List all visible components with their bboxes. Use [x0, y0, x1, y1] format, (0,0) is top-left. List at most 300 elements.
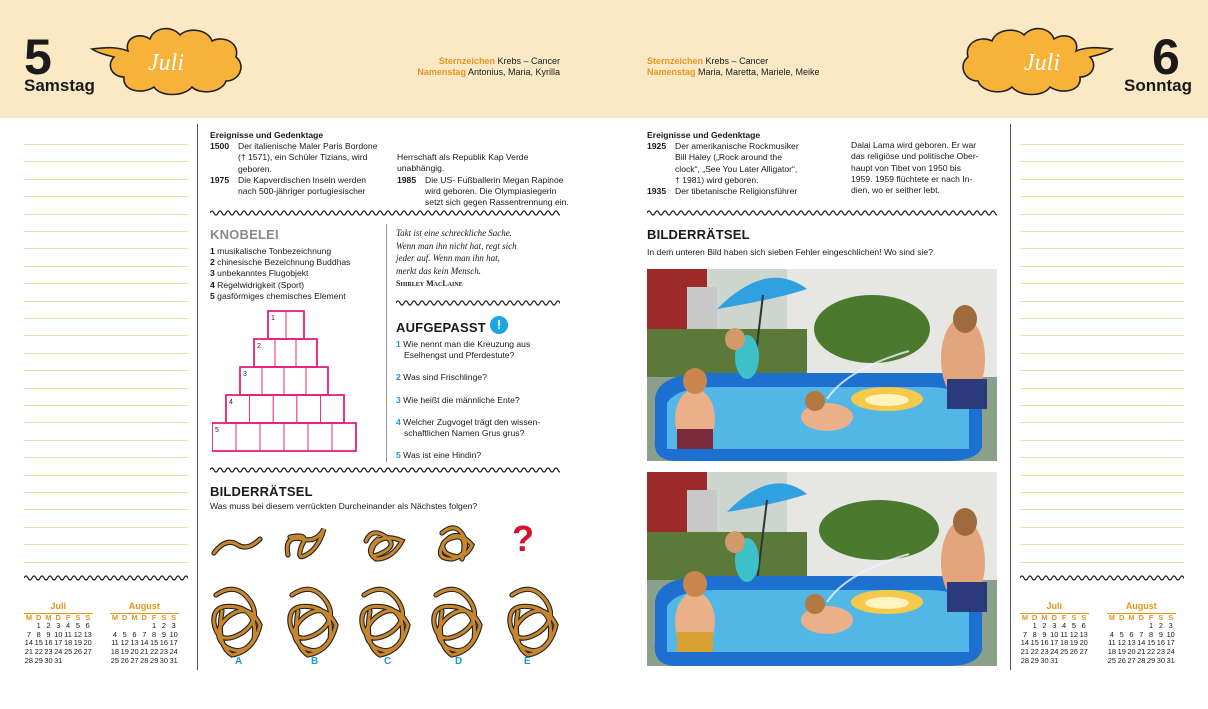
note-line	[1020, 231, 1184, 232]
event-line: unabhängig.	[397, 163, 445, 174]
quote-line: merkt das kein Mensch.	[396, 265, 481, 276]
note-line	[24, 248, 188, 249]
event-line: 1959. 1959 flüchtete er nach In-	[851, 173, 973, 184]
calendar-day: 20	[1127, 646, 1136, 656]
events-col-2	[851, 140, 1001, 197]
calendar-day: 28	[1020, 655, 1030, 665]
calendar-day: 8	[152, 629, 157, 639]
calendar-weekday: S	[1156, 613, 1166, 622]
aufgepasst-list	[396, 339, 566, 472]
event-line: clock“, „See You Later Alligator“,	[675, 163, 798, 174]
note-line	[1020, 388, 1184, 389]
calendar-day: 22	[149, 646, 159, 656]
calendar-day	[1069, 657, 1079, 666]
calendar-day: 7	[1139, 629, 1144, 639]
bilderraetsel-title-right: BILDERRÄTSEL	[647, 227, 750, 242]
pyramid-cell[interactable]	[296, 339, 317, 367]
event-text	[238, 175, 366, 197]
calendar-day: 21	[1020, 646, 1030, 656]
calendar-weekday: F	[1059, 613, 1069, 622]
note-line	[24, 266, 188, 267]
note-line	[1020, 457, 1184, 458]
calendar-day	[83, 657, 93, 666]
pyramid-row-label: 4	[229, 399, 233, 406]
event-line: Bill Haley („Rock around the	[675, 152, 782, 163]
exclamation-icon: !	[490, 316, 508, 334]
namenstag-value: Maria, Maretta, Mariele, Meike	[698, 67, 820, 77]
calendar-day: 18	[63, 638, 73, 648]
calendar-day: 5	[1071, 621, 1076, 631]
pyramid-cell[interactable]	[286, 311, 304, 339]
bilderraetsel-question-right: In dem unteren Bild haben sich sieben Fehler eingeschlichen! Wo sind sie?	[647, 247, 933, 257]
note-line	[1020, 527, 1184, 528]
calendar-day: 31	[1050, 655, 1059, 665]
calendar-week-row	[1107, 657, 1176, 666]
right-header-info	[647, 56, 907, 78]
calendar-weekday: S	[1079, 613, 1089, 622]
calendar-day: 17	[169, 638, 178, 648]
sternzeichen-value: Krebs – Cancer	[497, 56, 560, 66]
calendar-day: 23	[1156, 646, 1165, 656]
calendar-day: 24	[169, 646, 178, 656]
note-line	[1020, 248, 1184, 249]
note-line	[24, 283, 188, 284]
calendar-day: 3	[171, 621, 176, 631]
calendar-day: 9	[161, 629, 166, 639]
note-line	[24, 179, 188, 180]
note-line	[24, 161, 188, 162]
pyramid-cell[interactable]	[320, 395, 344, 423]
left-header-info	[300, 56, 560, 78]
answer-label[interactable]: D	[455, 656, 463, 667]
photo-original[interactable]	[647, 269, 997, 461]
calendar-day: 25	[1059, 646, 1069, 656]
calendar-weekday: F	[149, 613, 159, 622]
aufgepasst-item	[396, 450, 566, 461]
calendar-day: 5	[122, 629, 127, 639]
calendar-day: 23	[159, 646, 168, 656]
left-events	[210, 130, 570, 208]
knobelei-title: KNOBELEI	[210, 227, 279, 242]
calendar-day: 25	[63, 646, 73, 656]
calendar-day: 30	[44, 655, 53, 665]
event-line: haupt von Tibet von 1950 bis	[851, 162, 961, 173]
calendar-day: 11	[1108, 638, 1116, 648]
right-day-name: Sonntag	[1124, 76, 1192, 95]
calendar-grid	[1107, 613, 1176, 666]
knobelei-text: unbekanntes Flugobjekt	[217, 268, 309, 279]
event-line: Der tibetanische Religionsführer	[675, 186, 798, 197]
note-line	[1020, 318, 1184, 319]
calendar-day: 8	[1032, 629, 1037, 639]
pyramid-cell[interactable]	[306, 367, 328, 395]
calendar-weekday: D	[1049, 613, 1059, 622]
calendar-day: 10	[1166, 629, 1175, 639]
answer-label[interactable]: C	[384, 656, 392, 667]
calendar-day: 13	[83, 629, 92, 639]
event-row	[851, 140, 1001, 196]
calendar-day: 18	[110, 646, 120, 656]
event-row	[397, 175, 570, 209]
note-line	[1020, 370, 1184, 371]
calendar-day	[1059, 657, 1069, 666]
calendar-weekday: S	[73, 613, 83, 622]
calendar-day: 31	[1166, 655, 1175, 665]
aufgepasst-text: Eselhengst und Pferdestute?	[404, 350, 515, 361]
note-line	[1020, 475, 1184, 476]
event-line: Der amerikanische Rockmusiker	[675, 141, 799, 152]
pyramid-cell[interactable]	[273, 395, 297, 423]
answer-label[interactable]: A	[235, 656, 243, 667]
namenstag-label: Namenstag	[647, 67, 696, 77]
pyramid-row-label: 1	[271, 315, 275, 322]
calendar-day: 12	[1069, 629, 1078, 639]
calendar-day: 22	[1146, 646, 1156, 656]
calendar-day: 24	[1166, 646, 1175, 656]
calendar-day: 16	[44, 638, 53, 648]
calendar-day: 2	[46, 621, 51, 631]
note-line	[1020, 405, 1184, 406]
photo-with-errors[interactable]	[647, 472, 997, 666]
note-line	[24, 301, 188, 302]
note-line	[1020, 283, 1184, 284]
calendar-day: 7	[142, 629, 147, 639]
calendar-weekday: M	[1128, 612, 1135, 622]
calendar-day: 6	[132, 629, 137, 639]
calendar-day: 8	[36, 629, 41, 639]
calendar-day: 13	[1127, 638, 1136, 648]
note-line	[1020, 492, 1184, 493]
left-divider	[197, 124, 198, 670]
calendar-day: 7	[1022, 629, 1027, 639]
calendar-day: 2	[1158, 621, 1163, 631]
knobelei-item	[210, 246, 380, 257]
calendar-weekday: D	[53, 613, 63, 622]
calendar-weekday: M	[1021, 612, 1028, 622]
event-text	[675, 141, 799, 186]
calendar-day: 15	[1146, 638, 1156, 648]
aufgepasst-text: Welcher Zugvogel trägt den wissen-	[403, 416, 541, 427]
calendar-day: 20	[130, 646, 139, 656]
calendar-day: 7	[26, 629, 31, 639]
calendar-weekday: S	[1166, 613, 1176, 622]
event-line: dien, wo er seither lebt.	[851, 185, 940, 196]
calendar-day: 9	[1042, 629, 1047, 639]
note-line	[24, 318, 188, 319]
calendar-weekday: M	[25, 612, 32, 622]
note-line	[1020, 353, 1184, 354]
quote-line: Takt ist eine schreckliche Sache.	[396, 228, 513, 238]
calendar-day: 19	[1069, 638, 1078, 648]
calendar-weekday: M	[1041, 612, 1048, 622]
wavy-divider	[1020, 574, 1184, 582]
note-line	[24, 335, 188, 336]
calendar-august-left	[110, 602, 179, 665]
quote-text	[396, 227, 566, 277]
calendar-day: 13	[1079, 629, 1088, 639]
calendar-day: 6	[85, 621, 90, 631]
calendar-day: 17	[1166, 638, 1175, 648]
calendar-day: 19	[120, 646, 129, 656]
namenstag-label: Namenstag	[417, 67, 466, 77]
event-text	[397, 152, 528, 174]
calendar-day: 28	[1137, 655, 1146, 665]
calendar-weekday: D	[139, 613, 149, 622]
pyramid-cell[interactable]	[275, 339, 296, 367]
calendar-weekday: S	[83, 613, 93, 622]
knot-figure	[214, 539, 260, 553]
namenstag-value: Antonius, Maria, Kyrilla	[467, 67, 560, 77]
calendar-day: 19	[73, 638, 82, 648]
event-year: 1925	[647, 141, 667, 152]
knobelei-text: Regelwidrigkeit (Sport)	[217, 279, 305, 290]
knobelei-num: 1	[210, 246, 215, 256]
calendar-day: 30	[1156, 655, 1165, 665]
calendar-day: 12	[73, 629, 82, 639]
answer-label[interactable]: B	[311, 656, 319, 667]
event-year: 1975	[210, 174, 230, 185]
right-events	[647, 130, 1007, 197]
quote-line: Wenn man ihn nicht hat, regt sich	[396, 240, 517, 251]
calendar-week-row	[1020, 657, 1089, 666]
event-line: setzt sich gegen Rassentrennung ein.	[425, 197, 569, 208]
calendar-day: 11	[64, 629, 72, 639]
calendar-day: 21	[1137, 646, 1146, 656]
note-line	[1020, 562, 1184, 563]
note-line	[24, 214, 188, 215]
event-line: Der italienische Maler Paris Bordone	[238, 141, 378, 152]
note-line	[24, 231, 188, 232]
wavy-divider	[396, 299, 560, 307]
note-line	[24, 457, 188, 458]
calendar-title: August	[1125, 601, 1157, 611]
pyramid-row-label: 2	[257, 343, 261, 350]
events-col-1	[210, 141, 383, 208]
pyramid-row-outline	[226, 395, 344, 423]
calendar-day: 8	[1149, 629, 1154, 639]
pyramid-row-outline	[254, 339, 317, 367]
pyramid-cell[interactable]	[260, 423, 284, 451]
calendar-day: 4	[1109, 629, 1114, 639]
note-line	[24, 422, 188, 423]
knobelei-list	[210, 246, 380, 302]
pyramid-row-label: 3	[243, 371, 247, 378]
calendar-day: 29	[149, 655, 159, 665]
left-day-name: Samstag	[24, 76, 95, 95]
aufgepasst-num: 5	[396, 450, 401, 461]
wavy-divider	[647, 209, 997, 217]
calendar-day: 12	[1117, 638, 1126, 648]
event-text	[675, 186, 797, 197]
pyramid-puzzle[interactable]	[212, 310, 358, 456]
left-month-label: Juli	[148, 50, 184, 76]
calendar-day: 26	[1069, 646, 1078, 656]
calendar-day	[63, 657, 73, 666]
sternzeichen-label: Sternzeichen	[647, 56, 704, 66]
calendar-day: 28	[140, 655, 149, 665]
pyramid-cell[interactable]	[332, 423, 356, 451]
event-line: Die Kapverdischen Inseln werden	[238, 174, 367, 185]
left-day-number: 5	[24, 29, 52, 85]
calendar-weekday: M	[111, 612, 118, 622]
note-line	[24, 440, 188, 441]
calendar-weekday: F	[1146, 613, 1156, 622]
pool-scene-image-modified	[647, 472, 997, 666]
calendar-day: 16	[159, 638, 168, 648]
calendar-weekday: D	[120, 613, 130, 622]
calendar-weekday: D	[34, 613, 44, 622]
aufgepasst-line	[396, 339, 566, 350]
calendar-juli-left	[24, 602, 93, 665]
calendar-day: 18	[1059, 638, 1069, 648]
note-line	[1020, 161, 1184, 162]
note-line	[1020, 544, 1184, 545]
calendar-day: 27	[1127, 655, 1136, 665]
knobelei-num: 4	[210, 279, 215, 290]
calendar-day: 12	[120, 638, 129, 648]
calendar-day	[1079, 657, 1089, 666]
aufgepasst-line	[396, 417, 566, 428]
note-line	[1020, 509, 1184, 510]
note-line	[24, 353, 188, 354]
aufgepasst-item	[396, 395, 566, 406]
answer-label[interactable]: E	[524, 656, 531, 667]
calendar-day: 2	[1042, 621, 1047, 631]
calendar-august-right	[1107, 602, 1176, 665]
calendar-grid	[1020, 613, 1089, 666]
events-col-2	[397, 141, 570, 208]
note-line	[24, 492, 188, 493]
calendar-weekday: M	[45, 612, 52, 622]
event-row	[647, 141, 837, 186]
pyramid-cell[interactable]	[236, 423, 260, 451]
event-line: wird geboren. Die Olympiasiegerin	[425, 185, 557, 196]
calendar-day	[73, 657, 83, 666]
calendar-title: Juli	[50, 601, 67, 611]
note-line	[1020, 196, 1184, 197]
calendar-day: 17	[1050, 638, 1059, 648]
knobelei-num: 3	[210, 268, 215, 279]
pyramid-cell[interactable]	[297, 395, 321, 423]
aufgepasst-text: Wie nennt man die Kreuzung aus	[403, 339, 531, 349]
note-line	[1020, 214, 1184, 215]
calendar-day: 11	[1060, 629, 1068, 639]
calendar-day: 25	[1107, 655, 1117, 665]
pyramid-cell[interactable]	[308, 423, 332, 451]
calendar-day: 5	[1119, 629, 1124, 639]
note-line	[1020, 301, 1184, 302]
calendar-weekday: M	[131, 612, 138, 622]
quote-author: Shirley MacLaine	[396, 279, 463, 288]
knobelei-item	[210, 291, 380, 302]
pyramid-cell[interactable]	[284, 423, 308, 451]
aufgepasst-text: Was ist eine Hindin?	[403, 450, 482, 461]
calendar-day: 31	[169, 655, 178, 665]
question-mark-icon: ?	[512, 518, 534, 559]
calendar-weekday: S	[169, 613, 179, 622]
calendar-day: 30	[1040, 655, 1049, 665]
wavy-divider	[210, 209, 560, 217]
calendar-day: 27	[1079, 646, 1088, 656]
pyramid-cell[interactable]	[250, 395, 274, 423]
calendar-day: 1	[36, 621, 41, 631]
calendar-day: 3	[1052, 621, 1057, 631]
aufgepasst-title: AUFGEPASST	[396, 320, 486, 335]
calendar-day: 22	[34, 646, 43, 656]
calendar-title: Juli	[1046, 601, 1063, 611]
sternzeichen-value: Krebs – Cancer	[705, 56, 769, 66]
note-line	[1020, 422, 1184, 423]
note-line	[24, 405, 188, 406]
quote	[396, 227, 566, 291]
calendar-day: 30	[159, 655, 168, 665]
event-text	[851, 140, 979, 196]
bilderraetsel-title: BILDERRÄTSEL	[210, 484, 313, 499]
right-day-number: 6	[1152, 29, 1180, 85]
calendar-weekday: M	[1108, 612, 1115, 622]
aufgepasst-line	[396, 450, 566, 461]
calendar-day: 29	[34, 655, 43, 665]
event-line: († 1571), ein Schüler Tizians, wird	[238, 152, 368, 163]
calendar-day: 29	[1146, 655, 1156, 665]
aufgepasst-line	[396, 428, 566, 439]
quote-line: jeder auf. Wenn man ihn hat,	[396, 253, 500, 263]
calendar-day: 14	[24, 638, 34, 648]
knobelei-text: gasförmiges chemisches Element	[217, 290, 346, 301]
calendar-day: 14	[140, 638, 149, 648]
calendar-day: 29	[1030, 655, 1039, 665]
knobelei-num: 2	[210, 257, 215, 268]
note-line	[1020, 144, 1184, 145]
calendar-day: 2	[161, 621, 166, 631]
right-divider	[1010, 124, 1011, 670]
aufgepasst-num: 4	[396, 416, 401, 427]
calendar-day: 26	[120, 655, 129, 665]
calendar-day: 27	[83, 646, 92, 656]
aufgepasst-text: schaftlichen Namen Grus grus?	[404, 428, 525, 439]
calendar-day: 27	[130, 655, 139, 665]
calendar-day: 22	[1030, 646, 1039, 656]
calendar-day: 25	[110, 655, 120, 665]
knobelei-num: 5	[210, 290, 215, 301]
aufgepasst-line	[396, 395, 566, 406]
calendar-day: 24	[1050, 646, 1059, 656]
event-line: Dalai Lama wird geboren. Er war	[851, 140, 977, 151]
calendar-day: 6	[1129, 629, 1134, 639]
calendar-day: 20	[83, 638, 92, 648]
calendar-weekday: D	[1030, 613, 1040, 622]
events-title: Ereignisse und Gedenktage	[210, 130, 324, 140]
event-text	[425, 175, 569, 209]
calendar-day: 6	[1081, 621, 1086, 631]
calendar-day: 14	[1137, 638, 1146, 648]
calendar-day: 20	[1079, 638, 1088, 648]
calendar-day: 26	[73, 646, 82, 656]
calendar-day: 3	[56, 621, 61, 631]
calendar-grid	[110, 613, 179, 666]
calendar-day: 24	[54, 646, 63, 656]
calendar-day: 13	[130, 638, 139, 648]
pyramid-cell[interactable]	[284, 367, 306, 395]
aufgepasst-item	[396, 339, 566, 361]
calendar-day: 16	[1040, 638, 1049, 648]
pyramid-cell[interactable]	[262, 367, 284, 395]
calendar-day: 26	[1117, 655, 1126, 665]
sternzeichen-label: Sternzeichen	[438, 56, 495, 66]
aufgepasst-text: Was sind Frischlinge?	[403, 372, 487, 383]
event-row	[647, 186, 837, 197]
note-line	[1020, 440, 1184, 441]
